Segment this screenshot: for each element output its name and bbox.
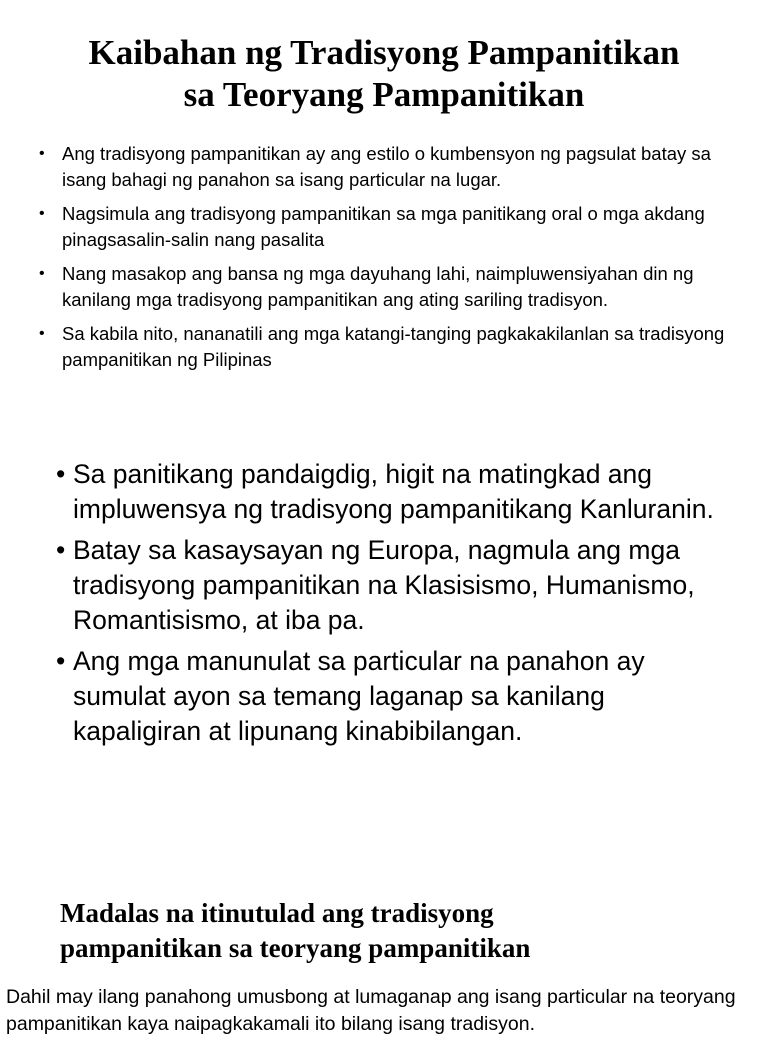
main-bullet-item — [56, 644, 736, 749]
main-bullet-text: Sa panitikang pandaigdig, higit na matingkad ang impluwensya ng tradisyong pampanitikang Kanluranin. — [73, 459, 714, 524]
section-heading — [60, 896, 750, 966]
intro-bullet-text: Nang masakop ang bansa ng mga dayuhang lahi, naimpluwensiyahan din ng kanilang mga tradisyong pampanitikan ang ating sariling tradisyon. — [62, 263, 694, 310]
section-heading-line-2: pampanitikan sa teoryang pampanitikan — [60, 933, 531, 963]
main-bullet-list — [56, 457, 736, 755]
slide-title-line-1: Kaibahan ng Tradisyong Pampanitikan — [88, 33, 680, 72]
main-bullet-item — [56, 533, 736, 638]
bullet-icon: • — [39, 265, 45, 282]
intro-bullet-text: Ang tradisyong pampanitikan ay ang estilo o kumbensyon ng pagsulat batay sa isang bahagi ng panahon sa isang particular na lugar. — [62, 143, 711, 190]
intro-bullet-item — [38, 321, 748, 373]
intro-bullet-item — [38, 201, 748, 253]
slide-title-line-2: sa Teoryang Pampanitikan — [183, 75, 585, 114]
bullet-icon: • — [56, 459, 66, 489]
bullet-icon: • — [56, 535, 66, 565]
main-bullet-item — [56, 457, 736, 527]
body-paragraph: Dahil may ilang panahong umusbong at lumaganap ang isang particular na teoryang pampanitikan kaya naipagkakamali ito bilang isang tradisyon. — [6, 986, 736, 1035]
intro-bullet-list — [38, 141, 748, 381]
intro-bullet-text: Sa kabila nito, nananatili ang mga katangi-tanging pagkakakilanlan sa tradisyong pampanitikan ng Pilipinas — [62, 323, 725, 370]
bullet-icon: • — [39, 205, 45, 222]
main-bullet-text: Batay sa kasaysayan ng Europa, nagmula ang mga tradisyong pampanitikan na Klasisismo, Humanismo, Romantisismo, at iba pa. — [73, 535, 695, 635]
intro-bullet-item — [38, 141, 748, 193]
intro-bullet-text: Nagsimula ang tradisyong pampanitikan sa mga panitikang oral o mga akdang pinagsasalin-salin nang pasalita — [62, 203, 705, 250]
section-heading-line-1: Madalas na itinutulad ang tradisyong — [60, 898, 494, 928]
bullet-icon: • — [56, 646, 66, 676]
bullet-icon: • — [39, 145, 45, 162]
slide-title — [0, 32, 768, 116]
main-bullet-text: Ang mga manunulat sa particular na panahon ay sumulat ayon sa temang laganap sa kanilang kapaligiran at lipunang kinabibilangan. — [73, 646, 645, 746]
bullet-icon: • — [39, 325, 45, 342]
intro-bullet-item — [38, 261, 748, 313]
